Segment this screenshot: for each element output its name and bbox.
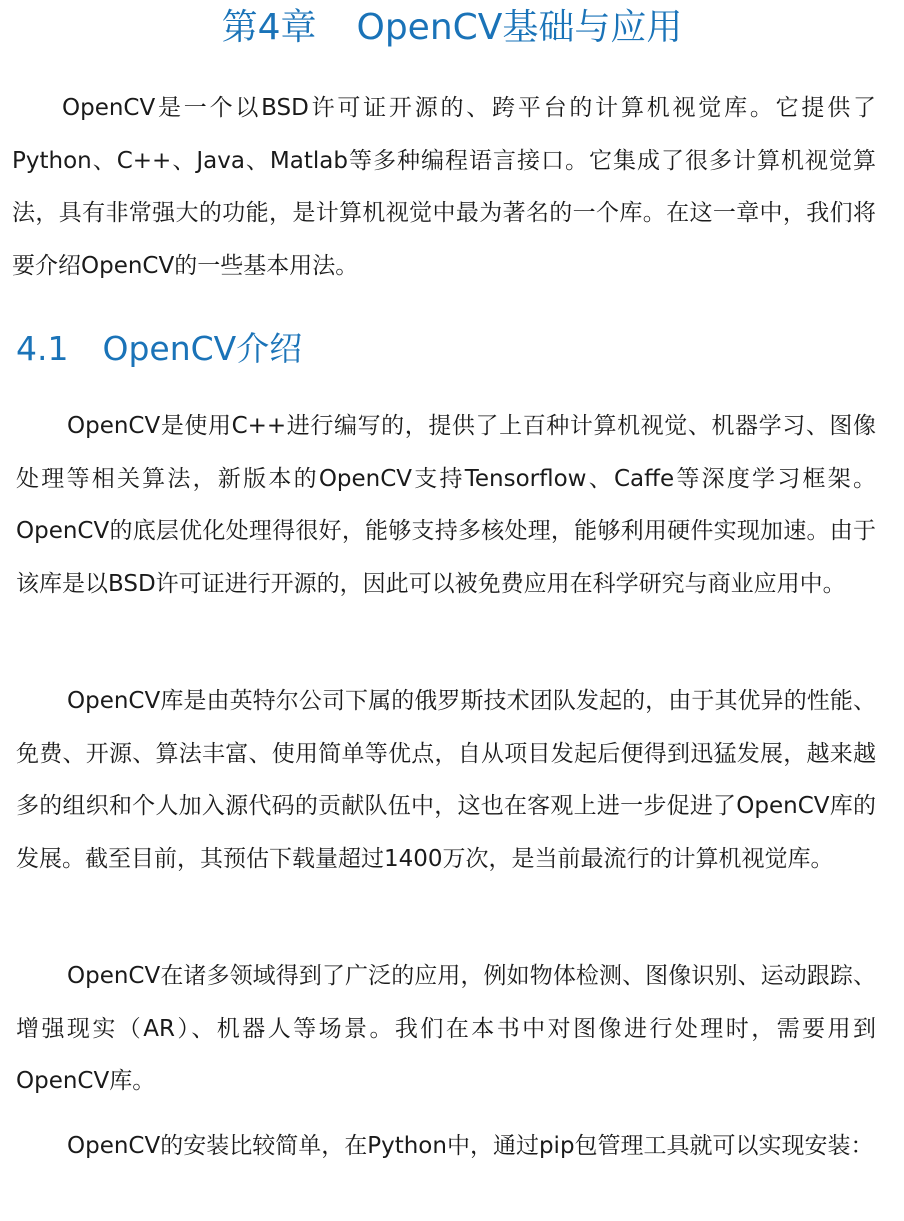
body-paragraph-installation: OpenCV的安装比较简单，在Python中，通过pip包管理工具就可以实现安装： bbox=[67, 1133, 874, 1159]
section-number: 4.1 bbox=[16, 329, 69, 368]
body-paragraph-history: OpenCV库是由英特尔公司下属的俄罗斯技术团队发起的，由于其优异的性能、免费、开源、算法丰富、使用简单等优点，自从项目发起后便得到迅猛发展，越来越多的组织和个人加入源代码的贡献队伍中，这也在客观上进一步促进了OpenCV库的发展。截至目前，其预估下载量超过1400万次，是当前最流行的计算机视觉库。 bbox=[16, 688, 876, 872]
chapter-name: OpenCV基础与应用 bbox=[356, 7, 683, 48]
chapter-title bbox=[0, 4, 904, 52]
body-paragraph-overview: OpenCV是使用C++进行编写的，提供了上百种计算机视觉、机器学习、图像处理等相关算法，新版本的OpenCV支持Tensorflow、Caffe等深度学习框架。OpenCV的底层优化处理得很好，能够支持多核处理，能够利用硬件实现加速。由于该库是以BSD许可证进行开源的，因此可以被免费应用在科学研究与商业应用中。 bbox=[16, 413, 876, 597]
body-paragraph-applications: OpenCV在诸多领域得到了广泛的应用，例如物体检测、图像识别、运动跟踪、增强现实（AR）、机器人等场景。我们在本书中对图像进行处理时，需要用到OpenCV库。 bbox=[16, 963, 876, 1094]
section-name: OpenCV介绍 bbox=[102, 329, 303, 368]
section-heading bbox=[16, 324, 302, 374]
chapter-intro-paragraph: OpenCV是一个以BSD许可证开源的、跨平台的计算机视觉库。它提供了Python、C++、Java、Matlab等多种编程语言接口。它集成了很多计算机视觉算法，具有非常强大的功能，是计算机视觉中最为著名的一个库。在这一章中，我们将要介绍OpenCV的一些基本用法。 bbox=[12, 95, 876, 279]
chapter-number: 第4章 bbox=[221, 7, 317, 48]
